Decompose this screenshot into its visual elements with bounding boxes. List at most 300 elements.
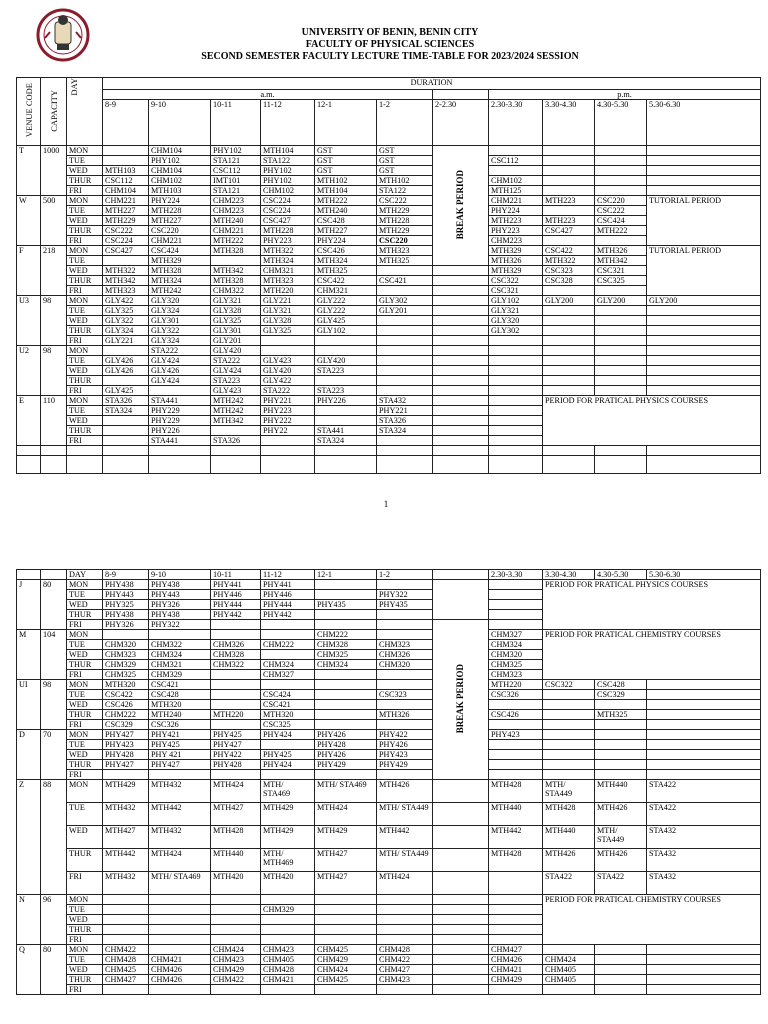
course-cell [103, 630, 149, 640]
empty-cell [647, 446, 761, 456]
course-cell: PHY322 [377, 590, 433, 600]
course-cell [595, 166, 647, 176]
course-cell: MTH420 [211, 872, 261, 895]
course-cell: GLY422 [103, 296, 149, 306]
course-cell: PHY423 [103, 740, 149, 750]
course-cell: CHM322 [211, 660, 261, 670]
course-cell: MTH329 [149, 256, 211, 266]
course-cell [489, 935, 543, 945]
break-blank-cell [433, 346, 489, 356]
time-slot-header: 12-1 [315, 570, 377, 580]
course-cell: CHM424 [211, 945, 261, 955]
practical-period-note: PERIOD FOR PRATICAL PHYSICS COURSES [543, 396, 761, 446]
course-cell [647, 326, 761, 336]
course-cell: MTH/ STA449 [543, 780, 595, 803]
session-title: SECOND SEMESTER FACULTY LECTURE TIME-TABLE FOR 2023/2024 SESSION [201, 51, 579, 62]
venue-code: D [17, 730, 41, 780]
course-cell: PHY422 [211, 750, 261, 760]
course-cell: PHY102 [261, 176, 315, 186]
day-header [67, 78, 103, 146]
course-cell [211, 985, 261, 995]
course-cell [543, 740, 595, 750]
break-blank-cell [433, 925, 489, 935]
course-cell: MTH322 [543, 256, 595, 266]
course-cell [647, 985, 761, 995]
course-cell: CHM325 [315, 650, 377, 660]
time-slot-header: 3.30-4.30 [543, 570, 595, 580]
course-cell [595, 376, 647, 386]
course-cell: STA441 [149, 436, 211, 446]
day-cell: MON [67, 945, 103, 955]
course-cell [647, 710, 761, 720]
course-cell [261, 770, 315, 780]
course-cell: PHY435 [377, 600, 433, 610]
course-cell [103, 376, 149, 386]
course-cell: CSC329 [103, 720, 149, 730]
course-cell [103, 770, 149, 780]
course-cell: STA324 [377, 426, 433, 436]
day-cell: FRI [67, 436, 103, 446]
course-cell: MTH229 [377, 226, 433, 236]
break-blank-cell [433, 266, 489, 276]
capacity-header [41, 78, 67, 146]
course-cell [489, 406, 543, 416]
course-cell [595, 326, 647, 336]
time-slot-header: 5.30-6.30 [647, 100, 761, 146]
course-cell [595, 236, 647, 246]
day-cell: THUR [67, 276, 103, 286]
break-blank-cell [433, 965, 489, 975]
course-cell: CHM329 [149, 670, 211, 680]
course-cell: STA326 [103, 396, 149, 406]
course-cell [315, 610, 377, 620]
day-cell: MON [67, 246, 103, 256]
course-cell [489, 426, 543, 436]
course-cell [647, 945, 761, 955]
course-cell [377, 670, 433, 680]
course-cell: PHY438 [103, 580, 149, 590]
course-cell: CSC329 [595, 690, 647, 700]
course-cell [377, 985, 433, 995]
empty-cell [149, 446, 211, 456]
course-cell: STA324 [315, 436, 377, 446]
empty-cell [377, 456, 433, 474]
course-cell [103, 935, 149, 945]
course-cell: GLY200 [647, 296, 761, 306]
course-cell: CHM223 [489, 236, 543, 246]
course-cell: MTH323 [261, 276, 315, 286]
day-cell: TUE [67, 740, 103, 750]
course-cell: CSC224 [261, 206, 315, 216]
course-cell: MTH223 [489, 216, 543, 226]
tutorial-period-note: TUTORIAL PERIOD [647, 246, 761, 296]
course-cell: MTH426 [377, 780, 433, 803]
course-cell: MTH426 [543, 849, 595, 872]
course-cell: MTH104 [315, 186, 377, 196]
course-cell [595, 740, 647, 750]
course-cell [489, 610, 543, 620]
break-period-column [433, 620, 489, 780]
break-blank-cell [433, 386, 489, 396]
course-cell: STA432 [377, 396, 433, 406]
practical-period-note: PERIOD FOR PRATICAL CHEMISTRY COURSES [543, 895, 761, 945]
venue-code: U3 [17, 296, 41, 346]
course-cell [647, 720, 761, 730]
course-cell: GLY425 [103, 386, 149, 396]
course-cell [315, 985, 377, 995]
day-cell: THUR [67, 226, 103, 236]
time-slot-header: 10-11 [211, 570, 261, 580]
course-cell: CSC427 [103, 246, 149, 256]
course-cell: CSC422 [543, 246, 595, 256]
course-cell: MTH222 [595, 226, 647, 236]
course-cell: MTH427 [315, 872, 377, 895]
empty-cell [17, 446, 41, 456]
course-cell [647, 700, 761, 710]
day-cell: MON [67, 780, 103, 803]
course-cell: MTH325 [595, 710, 647, 720]
course-cell [377, 720, 433, 730]
break-blank-cell [433, 872, 489, 895]
course-cell [543, 770, 595, 780]
course-cell: CHM104 [149, 146, 211, 156]
course-cell: PHY429 [377, 760, 433, 770]
course-cell [315, 590, 377, 600]
course-cell: STA422 [647, 780, 761, 803]
day-cell: WED [67, 366, 103, 376]
course-cell: CHM222 [261, 640, 315, 650]
course-cell [543, 730, 595, 740]
course-cell [543, 336, 595, 346]
course-cell: MTH/ STA449 [377, 803, 433, 826]
empty-cell [261, 456, 315, 474]
course-cell: STA324 [103, 406, 149, 416]
break-blank-cell [433, 436, 489, 446]
course-cell: CSC326 [149, 720, 211, 730]
course-cell: MTH/ STA449 [377, 849, 433, 872]
course-cell [211, 700, 261, 710]
course-cell: MTH222 [211, 236, 261, 246]
course-cell: MTH325 [377, 256, 433, 266]
course-cell: CSC224 [103, 236, 149, 246]
course-cell: CSC421 [261, 700, 315, 710]
day-cell: THUR [67, 975, 103, 985]
course-cell: PHY428 [315, 740, 377, 750]
course-cell: CHM327 [261, 670, 315, 680]
course-cell [149, 770, 211, 780]
break-blank-cell [433, 895, 489, 905]
venue-capacity: 110 [41, 396, 67, 446]
venue-code: T [17, 146, 41, 196]
course-cell: STA222 [211, 356, 261, 366]
course-cell: CSC428 [315, 216, 377, 226]
practical-period-note: PERIOD FOR PRATICAL CHEMISTRY COURSES [543, 630, 761, 680]
course-cell: MTH428 [543, 803, 595, 826]
course-cell: PHY442 [211, 610, 261, 620]
course-cell: GLY221 [261, 296, 315, 306]
course-cell: GLY423 [261, 356, 315, 366]
course-cell [647, 146, 761, 156]
course-cell [103, 416, 149, 426]
course-cell [543, 710, 595, 720]
course-cell [595, 720, 647, 730]
venue-code-blank [17, 570, 41, 580]
course-cell [489, 770, 543, 780]
course-cell: MTH/ STA469 [261, 780, 315, 803]
course-cell: CHM102 [261, 186, 315, 196]
day-cell: FRI [67, 985, 103, 995]
course-cell: GLY324 [103, 326, 149, 336]
course-cell [595, 366, 647, 376]
course-cell: CHM327 [489, 630, 543, 640]
course-cell [315, 710, 377, 720]
course-cell: MTH229 [377, 206, 433, 216]
course-cell: PHY425 [211, 730, 261, 740]
course-cell: MTH328 [211, 246, 261, 256]
course-cell: PHY102 [211, 146, 261, 156]
course-cell [315, 416, 377, 426]
course-cell [489, 376, 543, 386]
course-cell: CSC426 [489, 710, 543, 720]
course-cell: CHM222 [315, 630, 377, 640]
course-cell: GLY222 [315, 306, 377, 316]
break-blank-cell [433, 316, 489, 326]
course-cell: CHM426 [149, 965, 211, 975]
day-cell: MON [67, 895, 103, 905]
course-cell: MTH240 [149, 710, 211, 720]
course-cell [149, 945, 211, 955]
course-cell [489, 905, 543, 915]
course-cell [647, 356, 761, 366]
break-blank-cell [433, 416, 489, 426]
course-cell [489, 620, 543, 630]
course-cell: CSC322 [489, 276, 543, 286]
course-cell [489, 396, 543, 406]
day-cell: TUE [67, 356, 103, 366]
empty-cell [211, 446, 261, 456]
course-cell [543, 326, 595, 336]
course-cell [103, 256, 149, 266]
course-cell: MTH104 [261, 146, 315, 156]
course-cell: PHY102 [149, 156, 211, 166]
course-cell [489, 925, 543, 935]
course-cell: CHM423 [261, 945, 315, 955]
course-cell [647, 740, 761, 750]
course-cell: PHY429 [315, 760, 377, 770]
course-cell: PHY438 [149, 610, 211, 620]
course-cell [377, 620, 433, 630]
course-cell: CHM428 [103, 955, 149, 965]
course-cell: PHY444 [211, 600, 261, 610]
course-cell: PHY322 [149, 620, 211, 630]
tutorial-period-note: TUTORIAL PERIOD [647, 196, 761, 246]
course-cell [149, 935, 211, 945]
course-cell: PHY224 [149, 196, 211, 206]
course-cell: CHM325 [489, 660, 543, 670]
course-cell: MTH320 [103, 680, 149, 690]
course-cell: CHM429 [211, 965, 261, 975]
course-cell: PHY224 [315, 236, 377, 246]
time-slot-header: 4.30-5.30 [595, 570, 647, 580]
course-cell: MTH242 [211, 396, 261, 406]
course-cell: STA432 [647, 826, 761, 849]
course-cell: MTH103 [103, 166, 149, 176]
course-cell [103, 915, 149, 925]
venue-capacity: 88 [41, 780, 67, 895]
course-cell [377, 316, 433, 326]
course-cell: CHM326 [211, 640, 261, 650]
course-cell: CHM102 [149, 176, 211, 186]
course-cell: STA122 [261, 156, 315, 166]
course-cell: PHY221 [377, 406, 433, 416]
course-cell: MTH240 [315, 206, 377, 216]
day-cell: FRI [67, 770, 103, 780]
course-cell [647, 975, 761, 985]
break-blank-cell [433, 803, 489, 826]
venue-capacity: 1000 [41, 146, 67, 196]
course-cell: CHM423 [211, 955, 261, 965]
course-cell: STA432 [647, 872, 761, 895]
course-cell [377, 700, 433, 710]
venue-code: UI [17, 680, 41, 730]
time-slot-header: 2-2.30 [433, 100, 489, 146]
day-cell: TUE [67, 256, 103, 266]
course-cell: CHM405 [261, 955, 315, 965]
course-cell: STA422 [647, 803, 761, 826]
course-cell: MTH328 [149, 266, 211, 276]
course-cell [595, 985, 647, 995]
course-cell: MTH427 [211, 803, 261, 826]
break-blank-cell [433, 426, 489, 436]
course-cell: GLY322 [149, 326, 211, 336]
break-blank-cell [433, 306, 489, 316]
course-cell: CHM321 [149, 660, 211, 670]
course-cell: MTH428 [489, 780, 543, 803]
break-blank-cell [433, 396, 489, 406]
course-cell: CSC325 [595, 276, 647, 286]
course-cell: PHY435 [315, 600, 377, 610]
day-cell: THUR [67, 376, 103, 386]
course-cell: MTH103 [149, 186, 211, 196]
course-cell [377, 336, 433, 346]
course-cell: GST [377, 156, 433, 166]
course-cell: PHY102 [261, 166, 315, 176]
break-blank-cell [433, 366, 489, 376]
course-cell: PHY426 [377, 740, 433, 750]
course-cell: GLY321 [261, 306, 315, 316]
course-cell: MTH428 [211, 826, 261, 849]
course-cell: STA223 [211, 376, 261, 386]
course-cell: CHM320 [377, 660, 433, 670]
course-cell [647, 186, 761, 196]
course-cell [377, 770, 433, 780]
course-cell [377, 346, 433, 356]
time-slot-header: 8-9 [103, 570, 149, 580]
course-cell [103, 985, 149, 995]
course-cell: PHY446 [211, 590, 261, 600]
course-cell: CSC112 [211, 166, 261, 176]
course-cell: PHY443 [103, 590, 149, 600]
course-cell [103, 436, 149, 446]
course-cell: MTH427 [103, 826, 149, 849]
course-cell: GLY424 [149, 356, 211, 366]
time-slot-header: 2.30-3.30 [489, 570, 543, 580]
course-cell: MTH320 [149, 700, 211, 710]
course-cell [647, 166, 761, 176]
venue-code: Q [17, 945, 41, 995]
course-cell [211, 620, 261, 630]
course-cell [489, 600, 543, 610]
course-cell: PHY425 [149, 740, 211, 750]
venue-capacity: 96 [41, 895, 67, 945]
course-cell: STA222 [261, 386, 315, 396]
course-cell: PHY442 [261, 610, 315, 620]
course-cell [543, 176, 595, 186]
course-cell: MTH432 [149, 826, 211, 849]
day-cell: TUE [67, 306, 103, 316]
course-cell: MTH326 [595, 246, 647, 256]
course-cell [103, 426, 149, 436]
course-cell [315, 580, 377, 590]
course-cell: MTH420 [261, 872, 315, 895]
course-cell: GLY426 [103, 366, 149, 376]
course-cell [261, 680, 315, 690]
venue-code-header [17, 78, 41, 146]
course-cell [315, 620, 377, 630]
venue-capacity: 98 [41, 296, 67, 346]
course-cell [543, 146, 595, 156]
course-cell [149, 925, 211, 935]
course-cell: GLY423 [211, 386, 261, 396]
course-cell [595, 730, 647, 740]
course-cell [647, 366, 761, 376]
course-cell: CHM427 [377, 965, 433, 975]
course-cell: GLY222 [315, 296, 377, 306]
break-blank-cell [433, 935, 489, 945]
course-cell [543, 366, 595, 376]
course-cell: PHY446 [261, 590, 315, 600]
course-cell: MTH429 [315, 826, 377, 849]
day-cell: MON [67, 396, 103, 406]
course-cell: PHY424 [261, 730, 315, 740]
course-cell: CSC224 [261, 196, 315, 206]
day-cell: FRI [67, 620, 103, 630]
course-cell [543, 386, 595, 396]
course-cell: CHM323 [377, 640, 433, 650]
duration-header: DURATION [103, 78, 761, 90]
course-cell: CHM429 [315, 955, 377, 965]
course-cell: CSC427 [261, 216, 315, 226]
course-cell: STA122 [377, 186, 433, 196]
course-cell: CSC112 [489, 156, 543, 166]
course-cell [489, 356, 543, 366]
course-cell: MTH426 [595, 849, 647, 872]
course-cell: MTH323 [103, 286, 149, 296]
course-cell [595, 955, 647, 965]
course-cell: CSC328 [543, 276, 595, 286]
course-cell [489, 720, 543, 730]
course-cell: MTH427 [315, 849, 377, 872]
course-cell [211, 935, 261, 945]
course-cell [647, 965, 761, 975]
day-cell: THUR [67, 660, 103, 670]
course-cell: GLY324 [149, 336, 211, 346]
course-cell: GLY201 [211, 336, 261, 346]
course-cell: CHM321 [261, 266, 315, 276]
day-cell: FRI [67, 236, 103, 246]
course-cell [595, 156, 647, 166]
course-cell: PHY444 [261, 600, 315, 610]
